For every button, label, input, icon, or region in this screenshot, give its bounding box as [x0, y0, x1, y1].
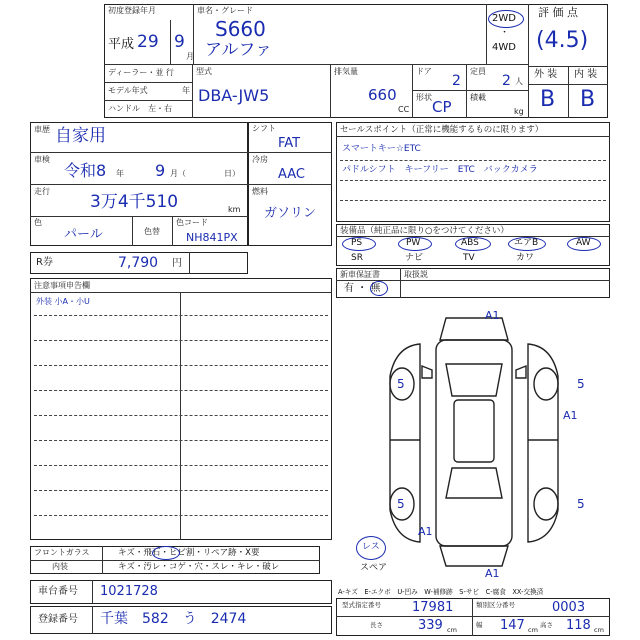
- equip-sr: SR: [351, 253, 363, 263]
- class-value: 0003: [552, 600, 586, 615]
- width-label: 幅: [476, 621, 483, 629]
- color-value: パール: [64, 227, 103, 242]
- sales-point-line1: スマートキー☆ETC: [342, 144, 421, 154]
- rating-label: 評 価 点: [538, 6, 578, 19]
- displacement: 660: [368, 86, 397, 104]
- exterior-label: 外 装: [534, 69, 558, 80]
- manual-label: 取扱説: [404, 270, 428, 279]
- color-change-label: 色替: [144, 227, 160, 236]
- shift-label: シフト: [252, 124, 276, 133]
- equipment-title: 装備品（純正品に限り○をつけてください）: [340, 226, 509, 236]
- spare-mark: レス: [362, 542, 380, 552]
- equip-ps: PS: [351, 238, 363, 248]
- recycle-value: 7,790: [118, 255, 159, 271]
- equip-aw: AW: [576, 238, 591, 248]
- equip-pw: PW: [406, 238, 421, 248]
- mark-rear-bumper: A1: [485, 567, 500, 580]
- aircon-value: AAC: [278, 167, 305, 182]
- mileage-value: 3万4千510: [90, 192, 179, 212]
- warranty-label: 新車保証書: [340, 270, 380, 279]
- front-glass-chip-circle: [152, 546, 180, 560]
- type-label: 型式: [196, 67, 212, 76]
- recycle-unit: 円: [172, 258, 182, 269]
- doors-label: ドア: [416, 67, 432, 76]
- spare-label: スペア: [360, 563, 388, 573]
- interior-cond-value: キズ・汚レ・コゲ・穴・スレ・キレ・破レ: [118, 562, 280, 572]
- equip-navi: ナビ: [405, 253, 424, 263]
- inspection-month-unit: 月（: [170, 169, 186, 178]
- mark-left-rear: A1: [418, 525, 433, 538]
- drive-2wd: 2WD: [492, 13, 516, 24]
- name-grade-label: 車名・グレード: [197, 6, 253, 15]
- height-value: 118: [566, 618, 591, 633]
- model-year-label: モデル年式: [108, 86, 148, 95]
- exterior-grade: B: [540, 87, 556, 112]
- class-label: 類別区分番号: [476, 601, 515, 609]
- length-value: 339: [418, 618, 443, 633]
- length-unit: cm: [447, 626, 457, 634]
- interior-cond-label: 内装: [52, 562, 68, 571]
- inspection-month: 9: [155, 161, 166, 180]
- era: 平成: [108, 37, 135, 52]
- interior-label: 内 装: [574, 69, 598, 80]
- equip-abs: ABS: [461, 238, 479, 248]
- dealer-label: ディーラー・並 行: [108, 68, 174, 77]
- drive-dot: ・: [500, 28, 510, 38]
- displacement-label: 排気量: [334, 67, 358, 76]
- mark-front-left-wheel: 5: [397, 377, 405, 391]
- warranty-none-circle: [370, 281, 388, 296]
- color-code-label: 色コード: [176, 218, 208, 227]
- color-code: NH841PX: [186, 231, 238, 244]
- mark-front-bumper: A1: [485, 309, 500, 322]
- front-glass-label: フロントガラス: [34, 548, 90, 557]
- handle-label: ハンドル 左・右: [108, 104, 172, 113]
- grade: アルファ: [205, 40, 272, 60]
- first-reg-label: 初度登録年月: [108, 6, 156, 15]
- capacity-label: 定員: [470, 67, 486, 76]
- mileage-label: 走行: [34, 187, 50, 196]
- inspection-day-unit: 日）: [224, 169, 240, 178]
- sales-point-line2: パドルシフト キーフリー ETC バックカメラ: [342, 165, 538, 175]
- load-label: 積載: [470, 93, 486, 102]
- reg-year: 29: [137, 32, 159, 52]
- reg-month: 9: [174, 32, 185, 52]
- height-unit: cm: [594, 626, 604, 634]
- month-unit: 月: [186, 52, 194, 61]
- mark-rear-right-wheel: 5: [577, 497, 585, 511]
- inspection-year-unit: 年: [116, 169, 124, 178]
- equip-tv: TV: [463, 253, 475, 263]
- recycle-label: R券: [36, 257, 53, 268]
- width-unit: cm: [528, 626, 538, 634]
- model-code: DBA-JW5: [198, 86, 270, 105]
- equip-airbag: エアB: [514, 238, 539, 248]
- car-name: S660: [215, 17, 266, 41]
- width-value: 147: [500, 618, 525, 633]
- type-cert-label: 型式指定番号: [342, 601, 381, 609]
- aircon-label: 冷房: [252, 155, 268, 164]
- sales-point-title: セールスポイント（正常に機能するものに限ります）: [340, 125, 544, 135]
- inspection-label: 車検: [34, 155, 50, 164]
- length-label: 長さ: [370, 621, 383, 629]
- fuel-label: 燃料: [252, 187, 268, 196]
- shape-label: 形状: [416, 93, 432, 102]
- damage-legend: A-キズ E-エクボ U-凹み W-補修跡 S-サビ C-腐食 XX-交換済: [338, 588, 544, 596]
- cc-unit: CC: [398, 105, 410, 114]
- equip-leather: カワ: [516, 253, 535, 263]
- type-cert-value: 17981: [412, 600, 454, 615]
- plate-value: 千葉 582 う 2474: [100, 611, 247, 627]
- fuel-value: ガソリン: [264, 206, 317, 221]
- notes-title: 注意事項申告欄: [34, 281, 90, 290]
- color-label: 色: [34, 218, 42, 227]
- doors: 2: [452, 73, 461, 89]
- rating-value: (4.5): [536, 28, 589, 53]
- year-unit: 年: [182, 86, 190, 95]
- shape: CP: [432, 98, 452, 116]
- notes-section: [30, 278, 332, 540]
- usage-label: 車歴: [34, 125, 50, 134]
- mark-right-door: A1: [563, 409, 578, 422]
- chassis-label: 車台番号: [38, 586, 78, 597]
- plate-label: 登録番号: [38, 614, 78, 625]
- usage-value: 自家用: [55, 126, 106, 146]
- shift-value: FAT: [278, 136, 301, 151]
- drive-4wd: 4WD: [492, 42, 516, 53]
- front-glass-value: キズ・飛石・ヒビ割・リペア跡・X要: [118, 548, 260, 558]
- mileage-unit: km: [228, 205, 241, 214]
- mark-rear-left-wheel: 5: [397, 497, 405, 511]
- chassis-value: 1021728: [100, 584, 158, 599]
- notes-line1: 外装 小A・小U: [36, 297, 90, 306]
- inspection-era: 令和8: [64, 161, 107, 180]
- height-label: 高さ: [540, 621, 553, 629]
- kg-unit: kg: [514, 107, 524, 116]
- interior-grade: B: [580, 87, 596, 112]
- mark-front-right-wheel: 5: [577, 377, 585, 391]
- capacity-unit: 人: [515, 77, 523, 86]
- capacity: 2: [502, 73, 511, 89]
- warranty-value: 有 ・ 無: [344, 283, 381, 294]
